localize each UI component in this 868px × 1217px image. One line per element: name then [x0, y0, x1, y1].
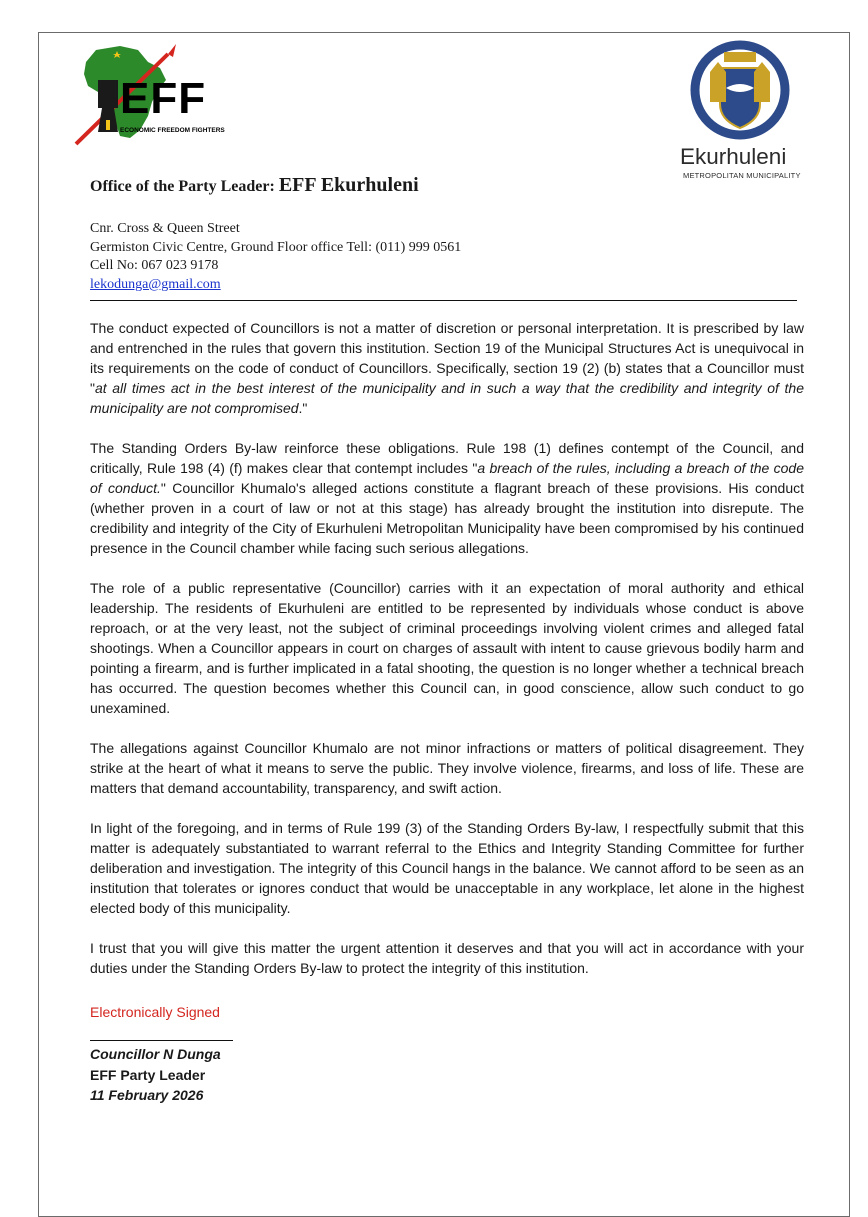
- eff-logo-text: EFF: [120, 74, 207, 123]
- eff-logo-subtitle: ECONOMIC FREEDOM FIGHTERS: [120, 127, 225, 134]
- address-line-1: Cnr. Cross & Queen Street: [90, 221, 240, 236]
- paragraph-4: The allegations against Councillor Khumalo are not minor infractions or matters of political disagreement. They strike at the heart of what it means to serve the public. They involve violence, firearms, and loss of life. These are matters that demand accountability, transparency, and swift action.: [90, 740, 804, 796]
- address-line-3: Cell No: 067 023 9178: [90, 258, 219, 273]
- paragraph-3: The role of a public representative (Councillor) carries with it an expectation of moral authority and ethical leadership. The residents of Ekurhuleni are entitled to be represented by individuals whose conduct is above reproach, or at the very least, not the subject of criminal proceedings involving violent crimes and alleged fatal shootings. When a Councillor appears in court on charges of assault with intent to cause grievous bodily harm and pointing a firearm, and is further implicated in a fatal shooting, the question is no longer whether a technical breach has occurred. The question becomes whether this Council can, in good conscience, allow such conduct to go unexamined.: [90, 580, 804, 716]
- ekurhuleni-crest: [690, 38, 790, 148]
- quote-rule-198: a breach of the rules, including a breach of the code of conduct.: [90, 460, 805, 496]
- office-label: Office of the Party Leader:: [90, 178, 275, 195]
- municipality-name: Ekurhuleni: [680, 144, 787, 169]
- letter-body: [90, 318, 804, 998]
- municipality-subtitle: METROPOLITAN MUNICIPALITY: [683, 171, 801, 180]
- paragraph-6: I trust that you will give this matter the urgent attention it deserves and that you will act in accordance with your duties under the Standing Orders By-law to protect the integrity of this institution.: [90, 940, 804, 976]
- email-link[interactable]: lekodunga@gmail.com: [90, 276, 221, 292]
- address-block: [90, 220, 461, 294]
- signature-block: [90, 1044, 221, 1106]
- office-name: EFF Ekurhuleni: [278, 174, 419, 196]
- paragraph-1: The conduct expected of Councillors is not a matter of discretion or personal interpretation. It is prescribed by law and entrenched in the rules that govern this institution. Section 19 of the Municipal Structures Act is unequivocal in its requirements on the code of conduct of Councillors. Specifically, section 19 (2) (b) states that a Councillor must "at all times act in the best interest of the municipality and in such a way that the credibility and integrity of the municipality are not compromised.": [90, 320, 804, 416]
- paragraph-5: In light of the foregoing, and in terms of Rule 199 (3) of the Standing Orders By-law, I respectfully submit that this matter is adequately substantiated to warrant referral to the Ethics and Integrity Standing Committee for further deliberation and investigation. The integrity of this Council hangs in the balance. We cannot afford to be seen as an institution that tolerates or ignores conduct that would be unacceptable in any workplace, let alone in the highest elected body of this municipality.: [90, 820, 804, 916]
- address-line-2: Germiston Civic Centre, Ground Floor office Tell: (011) 999 0561: [90, 239, 462, 255]
- fist-icon: [98, 80, 118, 108]
- signatory-name: Councillor N Dunga: [90, 1046, 221, 1062]
- signature-line: [90, 1040, 233, 1041]
- quote-section-19: at all times act in the best interest of the municipality and in such a way that the credibility and integrity of the municipality are not compromised: [90, 380, 804, 416]
- electronically-signed-label: Electronically Signed: [90, 1004, 220, 1020]
- signatory-title: EFF Party Leader: [90, 1066, 206, 1083]
- signature-date: 11 February 2026: [90, 1087, 204, 1103]
- paragraph-2: The Standing Orders By-law reinforce these obligations. Rule 198 (1) defines contempt of the Council, and critically, Rule 198 (4) (f) makes clear that contempt includes "a breach of the rules, including a breach of the code of conduct." Councillor Khumalo's alleged actions constitute a flagrant breach of these provisions. His conduct (whether proven in a court of law or not at this stage) has already brought the institution into disrepute. The credibility and integrity of the City of Ekurhuleni Metropolitan Municipality have been compromised by his continued presence in the Council chamber while facing such serious allegations.: [90, 440, 805, 556]
- header-divider: [90, 300, 797, 301]
- office-heading: [90, 174, 419, 197]
